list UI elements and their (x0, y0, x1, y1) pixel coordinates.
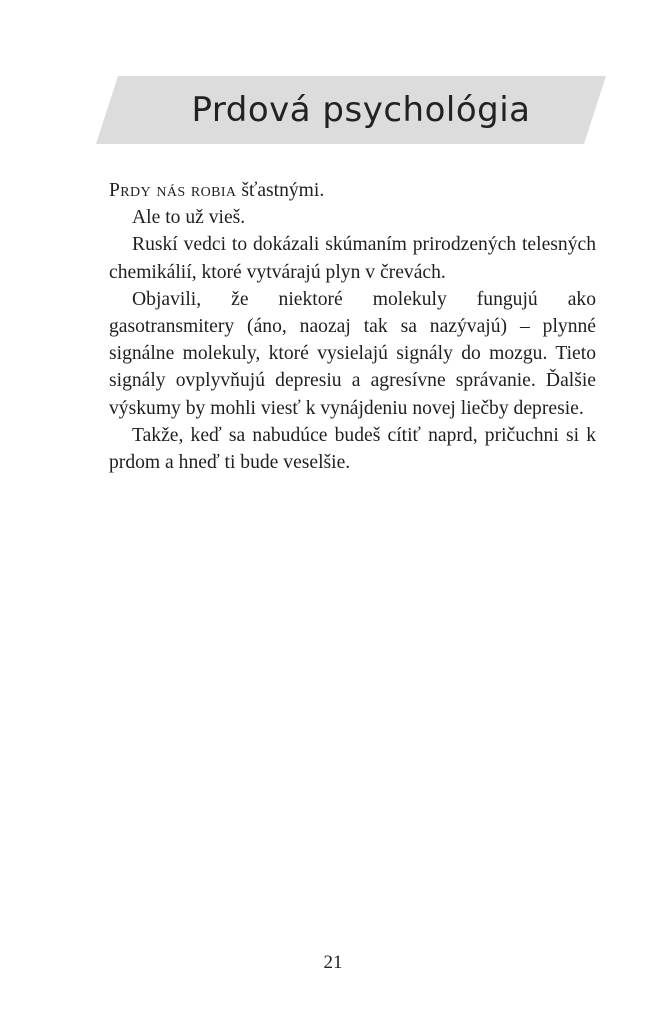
page-title: Prdová psychológia (191, 90, 531, 130)
paragraph-lead (109, 177, 596, 204)
lead-rest: šťastnými. (236, 180, 325, 201)
page-number: 21 (323, 952, 343, 973)
paragraph: Objavili, že niektoré molekuly fungujú ako gasotransmitery (áno, naozaj tak sa nazývajú) – plynné signálne molekuly, ktoré vysielajú signály do mozgu. Tieto signály ovplyvňujú depresiu a agresívne správanie. Ďalšie výskumy by mohli viesť k vynájdeniu novej liečby depresie. (109, 288, 596, 419)
paragraph: Takže, keď sa nabudúce budeš cítiť naprd, pričuchni si k prdom a hneď ti bude veselšie. (109, 424, 596, 474)
article-body (109, 177, 596, 476)
lead-smallcaps: Prdy nás robia (109, 180, 237, 201)
paragraph: Ruskí vedci to dokázali skúmaním prirodzených telesných chemikálií, ktoré vytvárajú plyn v črevách. (109, 234, 596, 283)
paragraph: Ale to už vieš. (132, 207, 246, 229)
title-banner (96, 76, 606, 144)
